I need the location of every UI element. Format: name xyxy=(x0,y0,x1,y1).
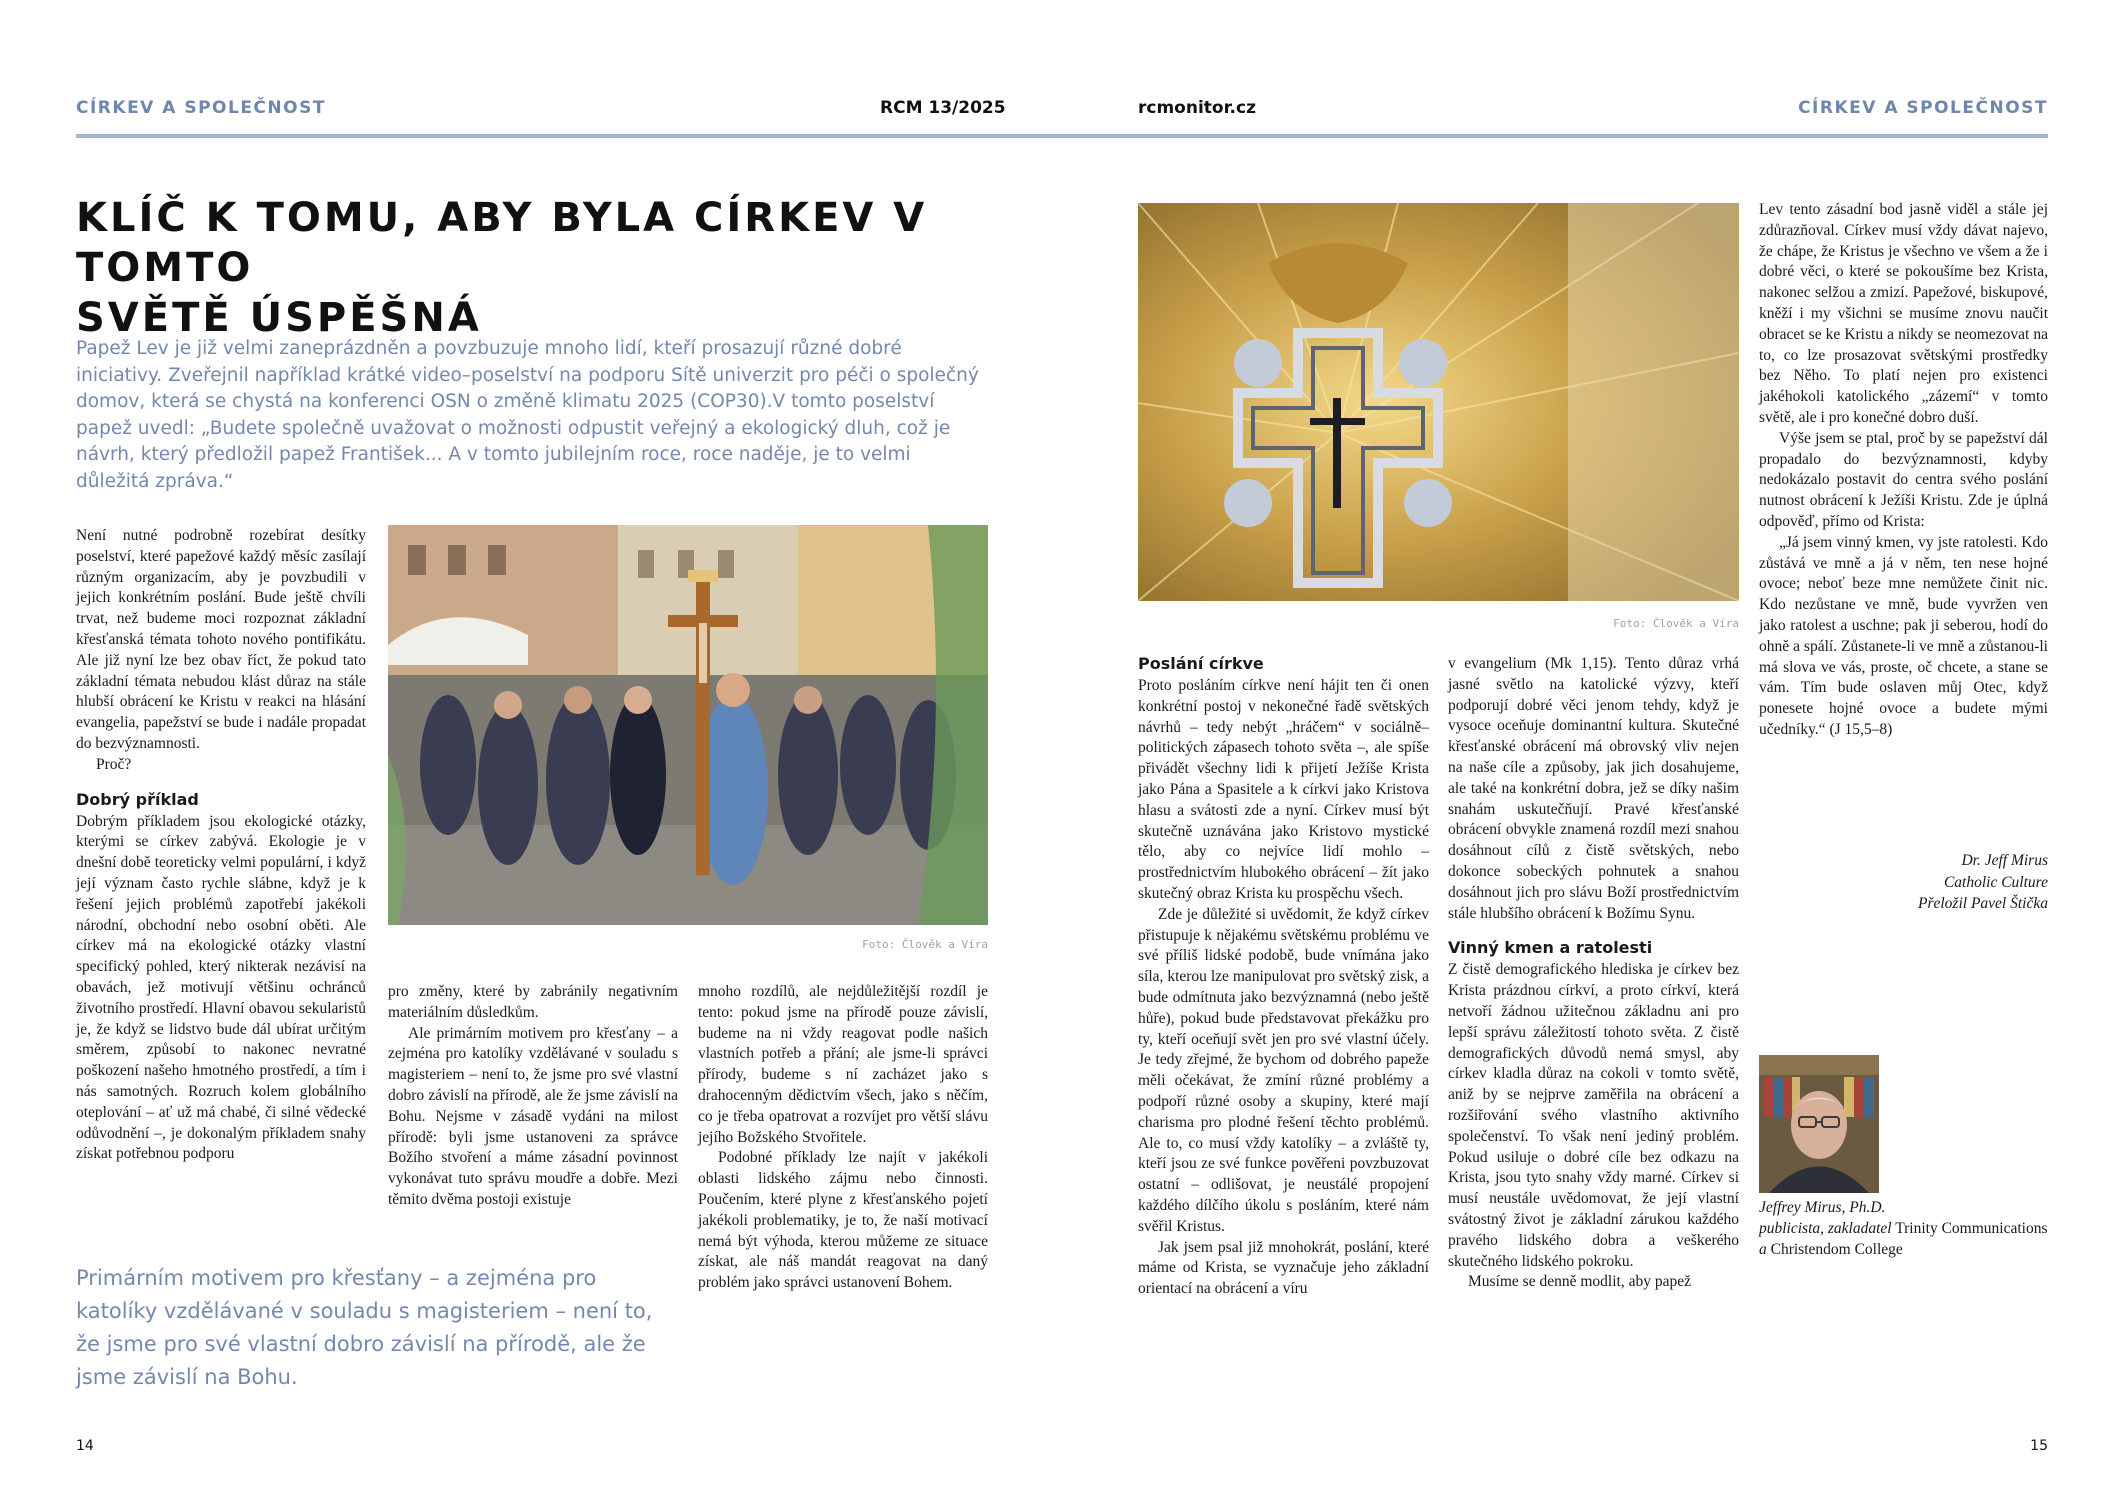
author-photo xyxy=(1759,1055,1879,1193)
paragraph: v evangelium (Mk 1,15). Tento důraz vrhá jasné světlo na katolické výzvy, kteří podporují dobré věci jenom tehdy, když je vysoce oceňuje dominantní kultura. Skutečné křesťanské obrácení má obrovský vliv nejen na naše cíle a způsoby, jak jich dosahujeme, ale také na konkrétní dobra, jež se díky našim snahám uskutečňují. Pravé křesťanské obrácení obvykle znamená rozdíl mezi snahou dosáhnout cílů z čistě světských, nebo dokonce sobeckých pohnutek a snahou dosáhnout jich pro slávu Boží prostřednictvím stále hlubšího obrácení k Božímu Synu. xyxy=(1448,655,1739,922)
title-line-1: KLÍČ K TOMU, ABY BYLA CÍRKEV V TOMTO xyxy=(76,195,928,291)
paragraph: Není nutné podrobně rozebírat desítky poselství, které papežové každý měsíc zasílají různým organizacím, aby je povzbudili v jejich konkrétním poslání. Bude ještě chvíli trvat, než budeme moci rozpoznat základní křesťanská témata tohoto nového pontifikátu. Ale již nyní lze bez obav říct, že pokud tato základní témata nebudou klást důraz na stále hlubší obrácení ke Kristu v reakci na hlásání evangelia, papežství se bude i nadále propadat do bezvýznamnosti. xyxy=(76,527,366,752)
photo-caption-1: Foto: Člověk a Víra xyxy=(862,938,988,951)
section-label-left: CÍRKEV A SPOLEČNOST xyxy=(76,98,326,118)
site-label: rcmonitor.cz xyxy=(1138,98,1256,118)
paragraph: mnoho rozdílů, ale nejdůležitější rozdíl je tento: pokud jsme na přírodě pouze závislí, budeme na ni vždy reagovat podle našich vlastních potřeb a přání; ale jsme-li správci přírody, budeme s ní zacházet jako s drahocenným dědictvím všech, jako s něčím, co je třeba opatrovat a rozvíjet pro větší slávu jejího Božského Stvořitele. xyxy=(698,983,988,1146)
monstrance-photo xyxy=(1138,203,1739,601)
paragraph: Jak jsem psal již mnohokrát, poslání, které máme od Krista, se vyznačuje jeho základní orientací na obrácení a víru xyxy=(1138,1238,1429,1298)
bio-role: publicista, zakladatel xyxy=(1759,1219,1892,1237)
title-line-2: SVĚTĚ ÚSPĚŠNÁ xyxy=(76,295,482,341)
pull-quote: Primárním motivem pro křesťany – a zejména pro katolíky vzdělávané v souladu s magisteriem – není to, že jsme pro své vlastní dobro závislí na přírodě, ale že jsme závislí na Bohu. xyxy=(76,1266,653,1389)
paragraph: Zde je důležité si uvědomit, že když církev přistupuje k nějakému světskému problému ve své příliš lidské podobě, bude vnímána jako síla, kterou lze manipulovat pro světský zisk, a bude odmítnuta jako bezvýznamná (nebo ještě hůře), pokud bude představovat překážku pro ty, kteří oceňují svět jen pro své vlastní účely. Je tedy zřejmé, že bychom od dobrého papeže měli očekávat, že zmíní různé problémy a podpoří různé osoby a skupiny, které mají charisma pro plodné řešení těchto problémů. Ale to, co musí vždy katolíky – a zvláště ty, kteří jsou ze své funkce pověřeni povzbuzovat ostatní – odlišovat, je neustálé propojení každého dílčího úkolu s posláním, které nám svěřil Kristus. xyxy=(1138,905,1429,1235)
paragraph: Musíme se denně modlit, aby papež xyxy=(1468,1273,1691,1291)
page-number-left: 14 xyxy=(76,1438,94,1454)
header-rule xyxy=(76,134,2048,138)
paragraph: Ale primárním motivem pro křesťany – a zejména pro katolíky vzdělávané v souladu s magisteriem – není to, že jsme pro své vlastní dobro závislí na přírodě, ale že jsme závislí na Bohu. Nejsme v zásadě vydáni na milost přírodě: byli jsme ustanoveni za správce Božího stvoření a máme zásadní povinnost vykonávat tuto správu moudře a dobře. Mezi těmito dvěma postoji existuje xyxy=(388,1024,678,1208)
issue-label: RCM 13/2025 xyxy=(880,98,1006,118)
paragraph: Výše jsem se ptal, proč by se papežství dál propadalo do bezvýznamnosti, kdyby nedokázalo postavit do centra svého poslání nutnost obrácení k Ježíši Kristu. Zde je úplná odpověď, přímo od Krista: xyxy=(1759,429,2048,530)
column-4 xyxy=(1138,654,1429,1300)
subheading-good-example: Dobrý příklad xyxy=(76,789,199,809)
paragraph: pro změny, které by zabránily negativním materiálním důsledkům. xyxy=(388,983,678,1021)
bio-college: Christendom College xyxy=(1770,1240,1903,1258)
bio-name: Jeffrey Mirus, Ph.D. xyxy=(1759,1199,1886,1216)
column-5 xyxy=(1448,654,1739,1293)
paragraph: Podobné příklady lze najít v jakékoli oblasti lidského zájmu nebo činnosti. Poučením, které plyne z křesťanského pojetí jakékoli problematiky, je to, že naší motivací nemá být výhoda, kterou můžeme ze situace získat, ale náš mandát reagovat na daný problém jako správci ustanovení Bohem. xyxy=(698,1149,988,1292)
subheading-church-mission: Poslání církve xyxy=(1138,654,1264,673)
paragraph: Z čistě demografického hlediska je církev bez Krista prázdnou církví, a proto církví, která netvoří žádnou užitečnou základnu ani pro lepší správu záležitostí tohoto světa. Z čistě demografických důvodů nemá smysl, aby církev kladla důraz na cokoli v tomto světě, aniž by se nejprve zaměřila na obrácení a rozšiřování svého vlastního aktivního společenství. To však není jediný problém. Pokud usiluje o dobré cíle bez odkazu na Krista, jsou tyto snahy vždy marné. Církev si musí neustále uvědomovat, že její vlastní svátostný život je základní zárukou každého pravého lidského dobra a veškerého skutečného lidského pokroku. xyxy=(1448,961,1739,1270)
author-bio xyxy=(1759,1198,2048,1260)
section-label-right: CÍRKEV A SPOLEČNOST xyxy=(1798,98,2048,118)
bio-conjunction: a xyxy=(1759,1240,1767,1258)
translator: Přeložil Pavel Štička xyxy=(1918,895,2048,912)
paragraph: Dobrým příkladem jsou ekologické otázky, kterými se církev zabývá. Ekologie je v dnešní době teoreticky velmi populární, i když její význam často rychle slábne, když je k řešení jejich problémů zapotřebí jakékoli národní, obchodní nebo osobní oběti. Ale církev má na ekologické otázky vlastní specifický pohled, který nikterak nezávisí na obavách, jež motivují většinu ochránců životního prostředí. Hlavní obavou sekularistů je, že když se lidstvo bude dál ubírat určitým směrem, způsobí to nakonec nevratné poškození našeho hmotného prostředí, a tím i nás samotných. Rozruch kolem globálního oteplování – ať už má chabé, či silné vědecké odůvodnění –, je dokonalým příkladem snahy získat potřebnou podporu xyxy=(76,812,366,1163)
article-title xyxy=(76,193,1076,343)
bio-org: Trinity Communications xyxy=(1895,1219,2048,1237)
signature xyxy=(1759,850,2048,915)
source-name: Catholic Culture xyxy=(1943,873,2048,891)
column-3 xyxy=(698,982,988,1294)
photo-caption-2: Foto: Člověk a Víra xyxy=(1613,617,1739,630)
quote-paragraph: „Já jsem vinný kmen, vy jste ratolesti. Kdo zůstává ve mně a já v něm, ten nese hojné ovoce; neboť beze mne nemůžete činit nic. Kdo nezůstane ve mně, bude vyvržen ven jako ratolest a uschne; pak ji seberou, hodí do ohně a spálí. Zůstanete-li ve mně a zůstanou-li má slova ve vás, proste, oč chcete, a stane se vám. Tím bude oslaven můj Otec, když ponesete hojné ovoce a budete mými učedníky.“ (J 15,5–8) xyxy=(1759,533,2048,738)
paragraph: Lev tento zásadní bod jasně viděl a stále jej zdůrazňoval. Církev musí vždy dávat najevo, že chápe, že Kristus je všechno ve všem a že i dobré věci, o které se pokoušíme bez Krista, nakonec selžou a zmizí. Papežové, biskupové, kněží i my všichni se musíme znovu naučit obracet se ke Kristu a nikdy se neomezovat na to, co lze prosazovat světskými prostředky bez Něho. To platí nejen pro existenci jakéhokoli katolického „zázemí“ v tomto světě, ale i pro konečné dobro duší. xyxy=(1759,201,2048,426)
column-6 xyxy=(1759,200,2048,741)
column-1 xyxy=(76,526,366,1165)
paragraph: Proč? xyxy=(96,755,132,773)
article-lead: Papež Lev je již velmi zaneprázdněn a povzbuzuje mnoho lidí, kteří prosazují různé dobré iniciativy. Zveřejnil například krátké video–poselství na podporu Sítě univerzit pro péči o společný domov, která se chystá na konferenci OSN o změně klimatu 2025 (COP30).V tomto poselství papež uvedl: „Budete společně uvažovat o možnosti odpustit veřejný a ekologický dluh, což je návrh, který předložil papež František... A v tomto jubilejním roce, roce naděje, je to velmi důležitá zpráva.“ xyxy=(76,338,979,492)
author-name: Dr. Jeff Mirus xyxy=(1961,852,2048,869)
page-number-right: 15 xyxy=(2030,1438,2048,1454)
subheading-vine-branches: Vinný kmen a ratolesti xyxy=(1448,938,1653,958)
procession-photo xyxy=(388,525,988,925)
paragraph: Proto posláním církve není hájit ten či onen konkrétní postoj v nekonečné řadě světských návrhů – tedy nebýt „hráčem“ v sociálně–politických zápasech tohoto světa –, ale spíše přivádět všechny lidi k přijetí Ježíše Krista jako Pána a Spasitele a k církvi jako Kristova hlasu a svátosti zde a nyní. Církev musí být skutečně uznávána jako Kristovo mystické tělo, aby co nejvíce lidí mohlo – prostřednictvím hlubokého obrácení – žít jako skutečný obraz Krista ku prospěchu všech. xyxy=(1138,677,1429,902)
column-2 xyxy=(388,982,678,1211)
